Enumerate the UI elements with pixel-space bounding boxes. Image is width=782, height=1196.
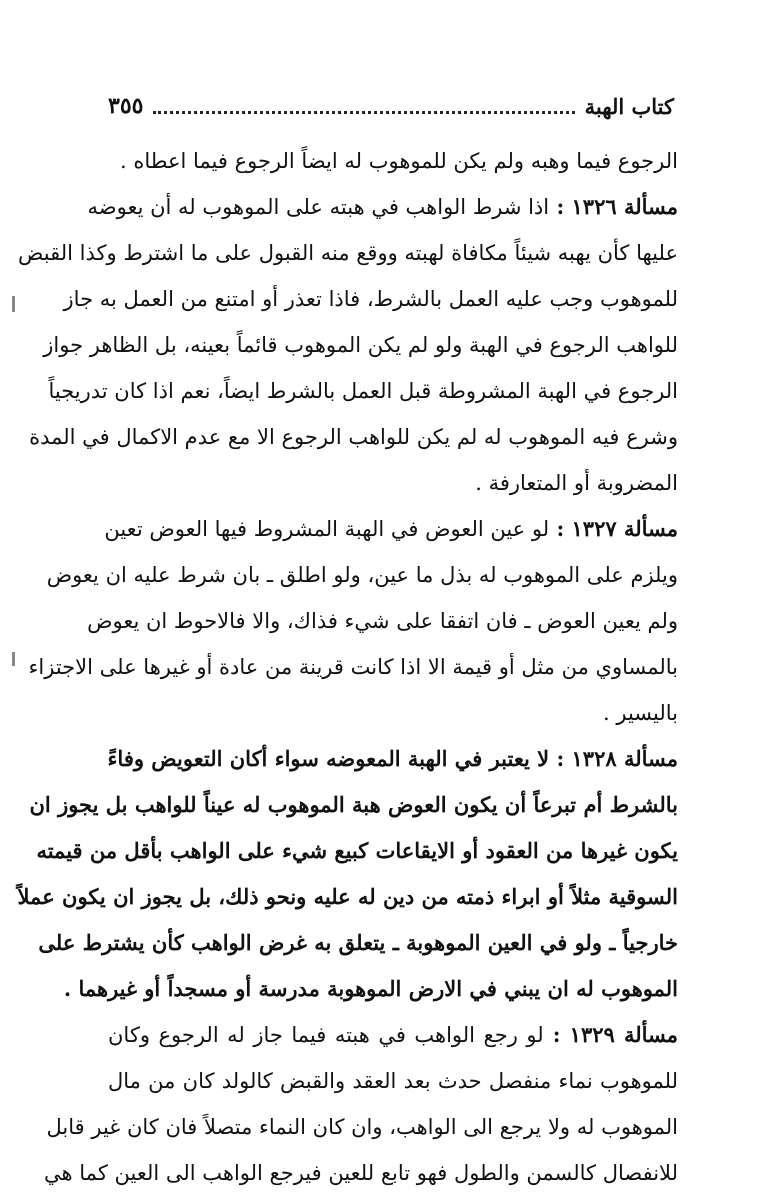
text-line [28,644,678,690]
line-text: السوقية مثلاً أو ابراء ذمته من دين له عليه ونحو ذلك، بل يجوز ان يكون عملاً [17,884,678,909]
line-text: الرجوع فيما وهبه ولم يكن للموهوب له ايضاً الرجوع فيما اعطاه . [119,149,678,173]
line-text: لو عين العوض في الهبة المشروط فيها العوض تعين [104,517,550,541]
text-line [18,230,678,276]
line-text: يكون غيرها من العقود أو الايقاعات كبيع شيء على الواهب بأقل من قيمته [36,838,678,863]
line-text: عليها كأن يهبه شيئاً مكافاة لهبته ووقع منه القبول على ما اشترط وكذا القبض [18,241,678,265]
paragraph [44,1012,678,1196]
line-text: بالمساوي من مثل أو قيمة الا اذا كانت قرينة من عادة أو غيرها على الاجتزاء [28,655,678,679]
line-text: للموهوب وجب عليه العمل بالشرط، فاذا تعذر أو امتنع من العمل به جاز [63,287,678,311]
text-line [87,598,678,644]
issue-number-label: مسألة ١٣٢٧ : [556,516,678,541]
running-header [108,88,674,124]
text-line [48,368,678,414]
line-text: للواهب الرجوع في الهبة ولو لم يكن الموهوب قائماً بعينه، بل الظاهر جواز [43,333,678,357]
line-text: الموهوب له ولا يرجع الى الواهب، وان كان النماء متصلاً فان كان غير قابل [46,1115,678,1139]
line-text: باليسير . [603,701,678,725]
line-text: للموهوب نماء منفصل حدث بعد العقد والقبض كالولد كان من مال [108,1069,678,1093]
scan-margin-mark [12,296,15,312]
line-text: اذا شرط الواهب في هبته على الموهوب له أن يعوضه [87,195,550,219]
text-line [29,782,678,828]
text-line [104,506,678,552]
line-text: لو رجع الواهب في هبته فيما جاز له الرجوع وكان [108,1023,544,1047]
line-text: الموهوب له ان يبني في الارض الموهوبة مدرسة أو مسجداً أو غيرهما . [63,976,678,1001]
text-line [87,184,678,230]
line-text: للانفصال كالسمن والطول فهو تابع للعين فيرجع الواهب الى العين كما هي [44,1161,678,1185]
text-line [36,828,678,874]
text-line [108,138,678,184]
text-line [17,874,678,920]
text-line [108,460,678,506]
line-text: خارجياً ـ ولو في العين الموهوبة ـ يتعلق به غرض الواهب كأن يشترط على [38,930,678,955]
line-text: الرجوع في الهبة المشروطة قبل العمل بالشرط ايضاً، نعم اذا كان تدريجياً [48,379,678,403]
line-text: وشرع فيه الموهوب له لم يكن للواهب الرجوع الا مع عدم الاكمال في المدة [29,425,678,449]
page-number: ٣٥٥ [108,93,144,119]
line-text: المضروبة أو المتعارفة . [475,471,678,495]
scan-margin-mark [12,652,15,666]
line-text: بالشرط أم تبرعاً أن يكون العوض هبة الموهوب له عيناً للواهب بل يجوز ان [29,792,678,817]
text-line [29,414,678,460]
text-line [63,966,678,1012]
dot-leader [153,111,574,114]
paragraph [18,184,678,506]
text-line [108,690,678,736]
text-line [63,276,678,322]
text-line [108,1012,678,1058]
line-text: ويلزم على الموهوب له بذل ما عين، ولو اطلق ـ بان شرط عليه ان يعوض [46,563,678,587]
paragraph [17,736,678,1012]
text-line [108,736,678,782]
text-line [108,1058,678,1104]
text-line [46,552,678,598]
text-line [43,322,678,368]
paragraph [28,506,678,736]
line-text: لا يعتبر في الهبة المعوضه سواء أكان التعويض وفاءً [107,746,550,771]
paragraph [108,138,678,184]
text-line [46,1104,678,1150]
text-line [38,920,678,966]
issue-number-label: مسألة ١٣٢٩ : [552,1022,678,1047]
book-title: كتاب الهبة [584,93,674,119]
line-text: ولم يعين العوض ـ فان اتفقا على شيء فذاك، والا فالاحوط ان يعوض [87,609,678,633]
text-line [44,1150,678,1196]
issue-number-label: مسألة ١٣٢٦ : [556,194,678,219]
page-body [17,138,678,1196]
issue-number-label: مسألة ١٣٢٨ : [556,746,678,771]
